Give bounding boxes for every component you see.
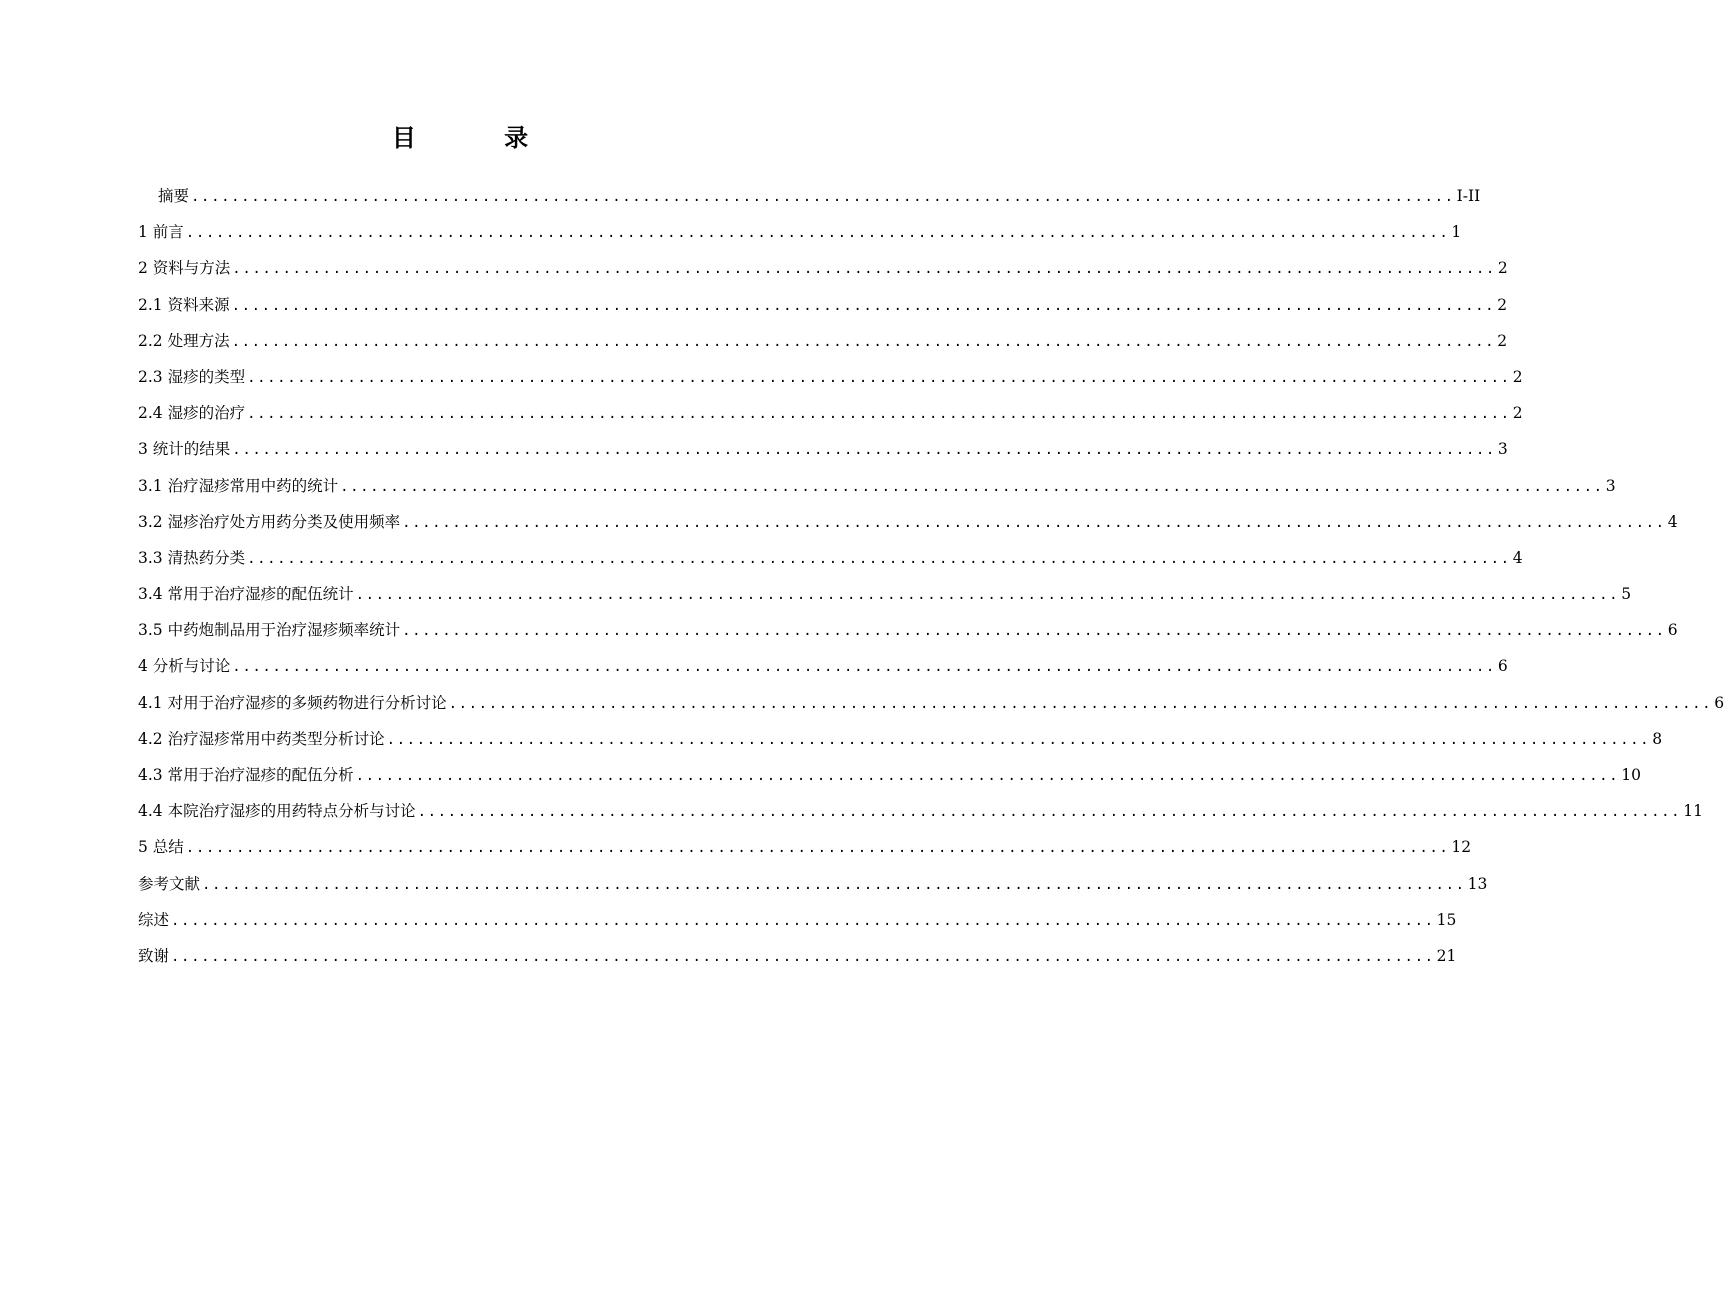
- toc-entry-page-number: 5: [1621, 585, 1632, 604]
- toc-entry-page-number: 4: [1512, 548, 1523, 567]
- toc-entry-label: 3 统计的结果: [138, 440, 231, 459]
- toc-leader-dots: ..............................................................................................................................: [448, 695, 1713, 712]
- toc-entry-page-number: 12: [1451, 838, 1472, 857]
- toc-entry-page-number: 3: [1605, 476, 1616, 495]
- toc-entry[interactable]: [138, 866, 1488, 902]
- toc-leader-dots: ..............................................................................................................................: [355, 587, 1620, 604]
- toc-entry-page-number: 2: [1497, 295, 1508, 314]
- toc-entry[interactable]: [138, 685, 1724, 721]
- toc-entry-page-number: 6: [1497, 657, 1508, 676]
- toc-entry-page-number: 2: [1512, 367, 1523, 386]
- toc-entry[interactable]: [138, 540, 1523, 576]
- toc-entry-page-number: 6: [1714, 693, 1724, 712]
- toc-entry-page-number: 2: [1497, 331, 1508, 350]
- toc-entry[interactable]: [138, 829, 1472, 865]
- toc-entry[interactable]: [138, 576, 1632, 612]
- toc-leader-dots: ..............................................................................................................................: [231, 297, 1496, 314]
- toc-entry-label: 4.2 治疗湿疹常用中药类型分析讨论: [138, 729, 385, 748]
- toc-entry-page-number: 1: [1451, 223, 1462, 242]
- table-of-contents: [138, 178, 1724, 974]
- toc-entry-label: 2.3 湿疹的类型: [138, 367, 246, 386]
- toc-entry-page-number: 2: [1497, 259, 1508, 278]
- toc-entry-page-number: 15: [1436, 910, 1457, 929]
- toc-entry-label: 4.1 对用于治疗湿疹的多频药物进行分析讨论: [138, 693, 447, 712]
- toc-entry-page-number: 11: [1683, 802, 1703, 821]
- toc-leader-dots: ..............................................................................................................................: [386, 731, 1651, 748]
- toc-entry-label: 综述: [138, 910, 170, 929]
- toc-entry-label: 5 总结: [138, 838, 184, 857]
- toc-entry[interactable]: [138, 323, 1508, 359]
- toc-entry-label: 1 前言: [138, 223, 184, 242]
- toc-entry[interactable]: [138, 431, 1508, 467]
- toc-entry-label: 2.2 处理方法: [138, 331, 230, 350]
- toc-leader-dots: ..............................................................................................................................: [231, 333, 1496, 350]
- toc-entry[interactable]: [138, 793, 1703, 829]
- toc-entry[interactable]: [138, 214, 1462, 250]
- toc-entry-label: 致谢: [138, 946, 170, 965]
- toc-leader-dots: ..............................................................................................................................: [247, 550, 1511, 567]
- toc-leader-dots: ..............................................................................................................................: [402, 514, 1666, 531]
- toc-entry[interactable]: [138, 250, 1508, 286]
- toc-entry-label: 4 分析与讨论: [138, 657, 231, 676]
- toc-entry[interactable]: [138, 395, 1523, 431]
- toc-leader-dots: ..............................................................................................................................: [232, 261, 1496, 278]
- toc-entry-label: 2.4 湿疹的治疗: [138, 404, 246, 423]
- toc-entry-label: 参考文献: [138, 874, 201, 893]
- toc-leader-dots: ..............................................................................................................................: [340, 478, 1604, 495]
- toc-leader-dots: ..............................................................................................................................: [171, 912, 1435, 929]
- toc-leader-dots: ..............................................................................................................................: [247, 369, 1511, 386]
- toc-entry[interactable]: [138, 468, 1616, 504]
- toc-entry[interactable]: [138, 721, 1663, 757]
- toc-entry[interactable]: [138, 287, 1508, 323]
- toc-entry[interactable]: [138, 757, 1641, 793]
- toc-leader-dots: ..............................................................................................................................: [185, 225, 1450, 242]
- toc-entry-label: 3.5 中药炮制品用于治疗湿疹频率统计: [138, 621, 401, 640]
- toc-entry-page-number: 2: [1512, 404, 1523, 423]
- toc-entry-label: 摘要: [158, 187, 190, 205]
- toc-leader-dots: ..............................................................................................................................: [355, 768, 1620, 784]
- toc-leader-dots: ..............................................................................................................................: [185, 840, 1450, 857]
- toc-entry[interactable]: [138, 902, 1457, 938]
- toc-entry[interactable]: [138, 504, 1678, 540]
- toc-leader-dots: ..............................................................................................................................: [417, 804, 1682, 821]
- toc-leader-dots: ..............................................................................................................................: [232, 659, 1496, 676]
- toc-entry[interactable]: [138, 178, 1481, 214]
- toc-entry-page-number: I-II: [1456, 187, 1481, 205]
- toc-leader-dots: ..............................................................................................................................: [202, 876, 1466, 893]
- toc-entry[interactable]: [138, 359, 1523, 395]
- toc-entry-page-number: 4: [1667, 512, 1678, 531]
- toc-entry-page-number: 6: [1667, 621, 1678, 640]
- toc-entry-page-number: 13: [1467, 874, 1488, 893]
- toc-entry-label: 2 资料与方法: [138, 259, 231, 278]
- toc-entry-label: 2.1 资料来源: [138, 295, 230, 314]
- toc-entry-label: 4.3 常用于治疗湿疹的配伍分析: [138, 766, 354, 784]
- toc-leader-dots: ..............................................................................................................................: [232, 442, 1496, 459]
- toc-leader-dots: ..............................................................................................................................: [191, 189, 1455, 205]
- toc-leader-dots: ..............................................................................................................................: [247, 406, 1511, 423]
- toc-entry-label: 3.1 治疗湿疹常用中药的统计: [138, 476, 339, 495]
- toc-entry[interactable]: [138, 938, 1457, 974]
- toc-entry-label: 3.2 湿疹治疗处方用药分类及使用频率: [138, 512, 401, 531]
- toc-entry-page-number: 10: [1621, 766, 1641, 784]
- toc-entry[interactable]: [138, 648, 1508, 684]
- toc-entry[interactable]: [138, 612, 1678, 648]
- toc-entry-label: 3.3 清热药分类: [138, 548, 246, 567]
- toc-entry-page-number: 3: [1497, 440, 1508, 459]
- toc-leader-dots: ..............................................................................................................................: [402, 623, 1666, 640]
- toc-entry-label: 3.4 常用于治疗湿疹的配伍统计: [138, 585, 354, 604]
- toc-entry-page-number: 8: [1652, 729, 1663, 748]
- page-title: 目 录: [391, 123, 569, 152]
- toc-leader-dots: ..............................................................................................................................: [171, 948, 1435, 965]
- toc-entry-page-number: 21: [1436, 946, 1457, 965]
- toc-entry-label: 4.4 本院治疗湿疹的用药特点分析与讨论: [138, 802, 416, 821]
